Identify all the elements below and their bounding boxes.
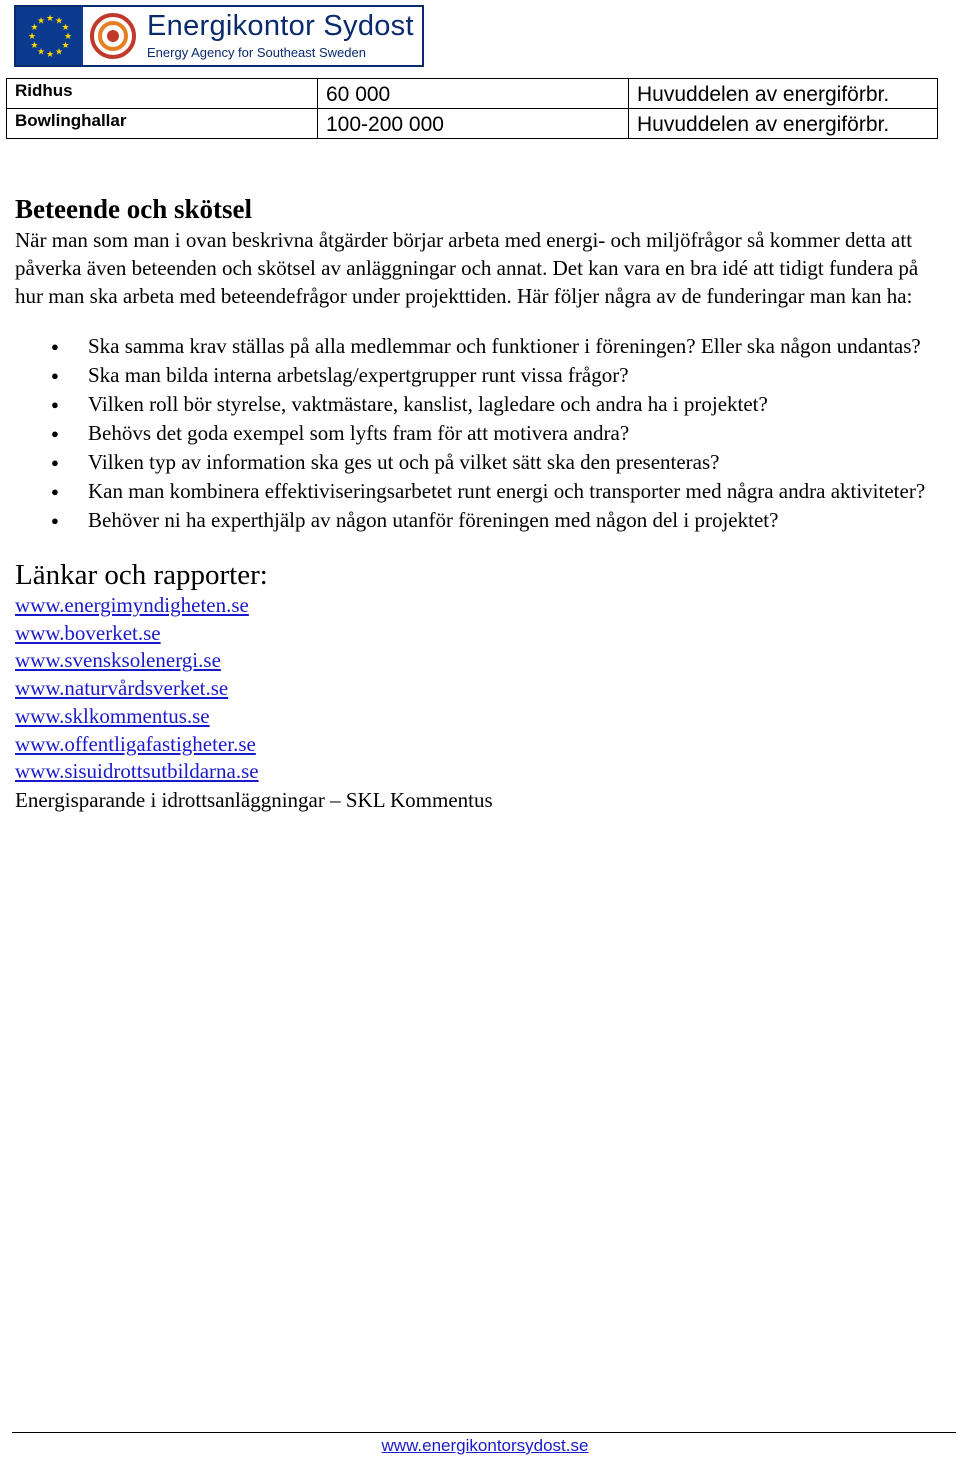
eu-star-icon: ★ [61, 22, 70, 32]
link-svensksolenergi[interactable]: www.svensksolenergi.se [15, 648, 221, 673]
eu-star-icon: ★ [29, 40, 38, 50]
eu-star-icon: ★ [45, 49, 54, 59]
sun-logo-icon [83, 7, 143, 65]
link-boverket[interactable]: www.boverket.se [15, 620, 161, 645]
list-item: ● Kan man kombinera effektiviseringsarbetet runt energi och transporter med några andra aktiviteter? [15, 478, 945, 505]
links-list [15, 592, 945, 786]
eu-star-icon: ★ [29, 22, 38, 32]
list-item: ● Ska man bilda interna arbetslag/expertgrupper runt vissa frågor? [15, 362, 945, 389]
logo-text [143, 7, 422, 65]
table-cell-building: Bowlinghallar [7, 109, 318, 139]
energy-table [6, 78, 938, 139]
link-offentligafastigheter[interactable]: www.offentligafastigheter.se [15, 731, 256, 756]
section-heading: Beteende och skötsel [15, 194, 252, 224]
table-cell-building: Ridhus [7, 79, 318, 109]
footer-website-link[interactable]: www.energikontorsydost.se [381, 1436, 589, 1455]
table-cell-value: 100-200 000 [318, 109, 629, 139]
bullet-list [15, 333, 945, 534]
eu-star-icon: ★ [45, 13, 54, 23]
eu-star-icon: ★ [54, 46, 63, 57]
list-item: ● Vilken roll bör styrelse, vaktmästare, kanslist, lagledare och andra ha i projektet? [15, 391, 945, 418]
eu-star-icon: ★ [27, 31, 36, 41]
list-item: ● Ska samma krav ställas på alla medlemmar och funktioner i föreningen? Eller ska någon undantas? [15, 333, 945, 360]
eu-star-icon: ★ [54, 15, 63, 26]
footer-divider [12, 1432, 956, 1433]
eu-star-icon: ★ [63, 31, 72, 41]
table-row [7, 109, 938, 139]
list-item: ● Behöver ni ha experthjälp av någon utanför föreningen med någon del i projektet? [15, 507, 945, 534]
link-naturvardsverket[interactable]: www.naturvårdsverket.se [15, 676, 229, 701]
eu-star-icon: ★ [36, 15, 45, 26]
links-heading: Länkar och rapporter: [15, 559, 268, 591]
energikontor-logo [14, 5, 424, 67]
document-content [15, 192, 945, 814]
table-row [7, 79, 938, 109]
table-cell-note: Huvuddelen av energiförbr. [629, 79, 938, 109]
eu-star-icon: ★ [61, 40, 70, 50]
link-sisuidrottsutbildarna[interactable]: www.sisuidrottsutbildarna.se [15, 759, 259, 784]
logo-title: Energikontor Sydost [147, 10, 414, 42]
section-paragraph: När man som man i ovan beskrivna åtgärder börjar arbeta med energi- och miljöfrågor så kommer detta att påverka även beteenden och skötsel av anläggningar och annat. Det kan vara en bra idé att tidigt fundera på hur man ska arbeta med beteendefrågor under projekttiden. Här följer några av de funderingar man kan ha: [15, 228, 919, 308]
report-note: Energisparande i idrottsanläggningar – SKL Kommentus [15, 787, 493, 812]
link-energimyndigheten[interactable]: www.energimyndigheten.se [15, 593, 249, 617]
link-sklkommentus[interactable]: www.sklkommentus.se [15, 703, 210, 728]
table-cell-value: 60 000 [318, 79, 629, 109]
eu-flag-icon [16, 7, 83, 65]
table-cell-note: Huvuddelen av energiförbr. [629, 109, 938, 139]
list-item: ● Behövs det goda exempel som lyfts fram för att motivera andra? [15, 420, 945, 447]
logo-subtitle: Energy Agency for Southeast Sweden [147, 45, 366, 60]
eu-star-icon: ★ [36, 46, 45, 57]
list-item: ● Vilken typ av information ska ges ut och på vilket sätt ska den presenteras? [15, 449, 945, 476]
